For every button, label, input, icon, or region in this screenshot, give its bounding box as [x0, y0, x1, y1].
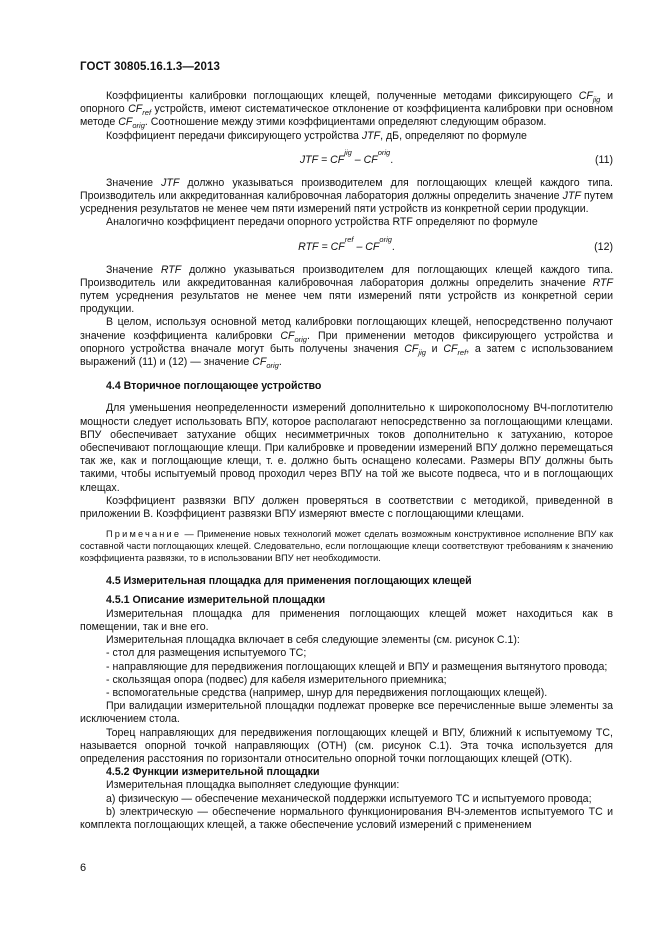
formula-number: (11) [594, 153, 613, 166]
paragraph-site-location: Измерительная площадка для применения поглощающих клещей может находиться как в помещении, так и вне его. [80, 607, 613, 633]
paragraph-calibration-coefficients: Коэффициенты калибровки поглощающих клещей, полученные методами фиксирующего $CF_{jig}$ и опорного $CF_{ref}$ устройств, имеют систематическое отклонение от коэффициента калибровки при основном методе $CF_{orig}$. Соотношение между этими коэффициентами определяют следующим образом. [80, 90, 613, 131]
paragraph-site-functions: Измерительная площадка выполняет следующие функции: [106, 779, 400, 792]
list-item: - стол для размещения испытуемого ТС; [106, 647, 307, 660]
page-body [80, 90, 613, 832]
paragraph-jtf-intro: Коэффициент передачи фиксирующего устройства JTF, дБ, определяют по формуле [106, 129, 527, 142]
paragraph-reference-point: Торец направляющих для передвижения поглощающих клещей и ВПУ, ближний к испытуемому ТС, называется опорной точкой направляющих (ОТН) (см. рисунок С.1). Эта точка используется для определения расстояния по горизонтали относительно опорной точки поглощающих клещей (ОТК). [80, 726, 613, 765]
paragraph-site-elements: Измерительная площадка включает в себя следующие элементы (см. рисунок С.1): [106, 634, 520, 647]
paragraph-rtf-intro: Аналогично коэффициент передачи опорного устройства RTF определяют по формуле [106, 216, 538, 229]
paragraph-jtf-value: Значение JTF должно указываться производителем для поглощающих клещей каждого типа. Производитель или аккредитованная калибровочная лаборатория должны определить значение JTF путем усреднения результатов не менее чем пяти измерений пяти устройств из конкретной серии продукции. [80, 176, 614, 216]
note-label: Примечание [106, 529, 182, 540]
section-heading-4-4: 4.4 Вторичное поглощающее устройство [106, 380, 322, 393]
subsection-heading-4-5-2: 4.5.2 Функции измерительной площадки [106, 766, 320, 779]
list-item: а) физическую — обеспечение механической поддержки испытуемого ТС и испытуемого провода; [106, 792, 592, 805]
formula-11: JTF = CF jig – CF orig . (11) [299, 147, 613, 166]
note: Примечание — Применение новых технологий может сделать возможным конструктивное исполнение ВПУ как составной части поглощающих клещей. Следовательно, если поглощающие клещи соответствуют требованиям к значению коэффициента развязки, то в использовании ВПУ нет необходимости. [80, 529, 613, 564]
paragraph-validation: При валидации измерительной площадки подлежат проверке все перечисленные выше элементы за исключением стола. [80, 700, 613, 726]
list-item: - направляющие для передвижения поглощающих клещей и ВПУ и размещения вытянутого провода; [106, 660, 608, 673]
paragraph-secondary-device: Для уменьшения неопределенности измерений дополнительно к широкополосному ВЧ-поглотителю мощности следует использовать ВПУ, которое располагают непосредственно за поглощающими клещами. ВПУ обеспечивает затухание общих несимметричных токов дополнительно к затуханию, которое обеспечивают поглощающие клещи. При калибровке и проведении измерений ВПУ должно перемещаться так же, как и поглощающие клещи, т. е. должно быть оснащено колесами. Размеры ВПУ должны быть такими, чтобы испытуемый провод проходил через ВПУ на той же высоте подвеса, что и в поглощающих клещах. [80, 402, 613, 494]
list-item: - вспомогательные средства (например, шнур для передвижения поглощающих клещей). [106, 686, 548, 699]
section-heading-4-5: 4.5 Измерительная площадка для применения поглощающих клещей [106, 575, 472, 588]
list-item: - скользящая опора (подвес) для кабеля измерительного приемника; [106, 673, 447, 686]
formula-number: (12) [594, 240, 613, 253]
paragraph-decoupling: Коэффициент развязки ВПУ должен проверяться в соответствии с методикой, приведенной в приложении В. Коэффициент развязки ВПУ измеряют вместе с поглощающими клещами. [80, 494, 613, 521]
document-header: ГОСТ 30805.16.1.3—2013 [80, 61, 220, 73]
paragraph-general-method: В целом, используя основной метод калибровки поглощающих клещей, непосредственно получают значение коэффициента калибровки $CF_{orig}$. При применении методов фиксирующего устройства и опорного устройства вначале могут быть получены значения $CF_{jig}$ и $CF_{ref}$, а затем с использованием выражений (11) и (12) — значение $CF_{orig}$. [80, 316, 613, 371]
paragraph-rtf-value: Значение RTF должно указываться производителем для поглощающих клещей каждого типа. Производитель или аккредитованная калибровочная лаборатория должны определить значение RTF путем усреднения результатов не менее чем пяти измерений пяти устройств из конкретной серии продукции. [80, 263, 614, 316]
formula-12: RTF = CF ref – CF orig . (12) [298, 234, 613, 253]
subsection-heading-4-5-1: 4.5.1 Описание измерительной площадки [106, 594, 326, 607]
list-item: b) электрическую — обеспечение нормального функционирования ВЧ-элементов испытуемого ТС и комплекта поглощающих клещей, а также обеспечение условий измерений с применением [80, 805, 613, 831]
page-number: 6 [80, 862, 87, 874]
